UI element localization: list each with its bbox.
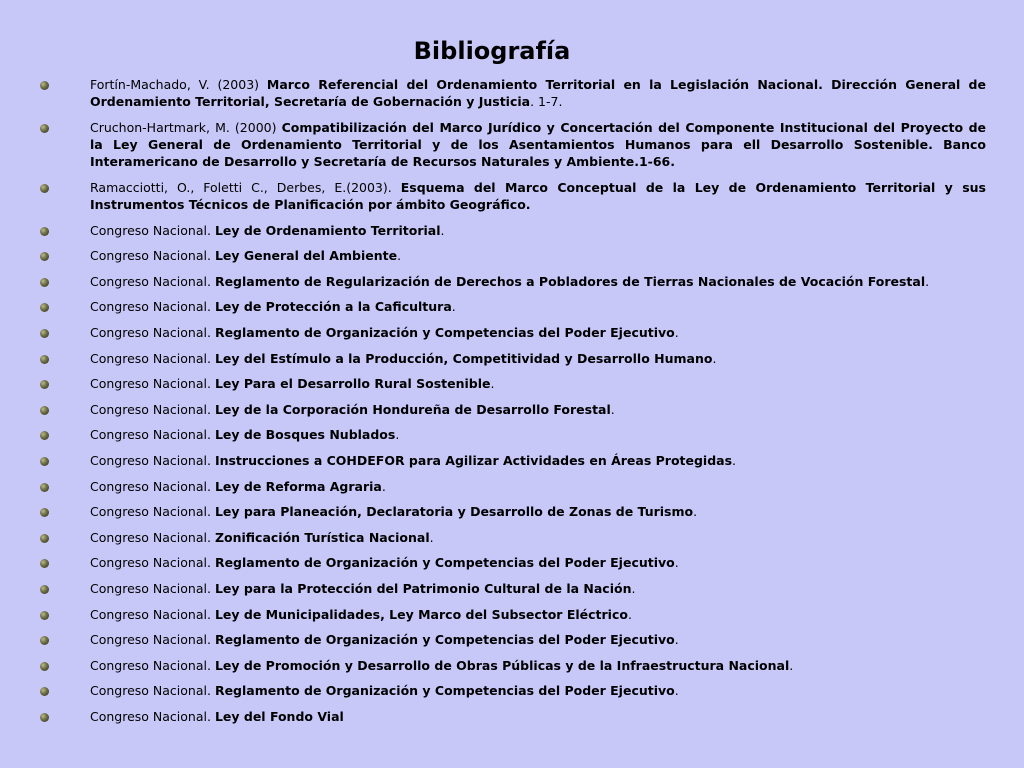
reference-title: Ley de Protección a la Caficultura bbox=[214, 299, 452, 315]
bullet-icon bbox=[40, 483, 49, 492]
reference-title: Marco Referencial del Ordenamiento Territorial en la Legislación Nacional. Dirección General de Ordenamiento Territorial, Secretaría de Gobernación y Justicia bbox=[90, 77, 986, 110]
reference-title: Reglamento de Organización y Competencias del Poder Ejecutivo bbox=[214, 555, 675, 571]
reference-item bbox=[38, 554, 986, 571]
reference-title: Ley de Promoción y Desarrollo de Obras Públicas y de la Infraestructura Nacional bbox=[214, 657, 790, 673]
reference-author: Congreso Nacional. bbox=[90, 376, 215, 392]
reference-author: Congreso Nacional. bbox=[90, 248, 215, 264]
reference-title: Ley General del Ambiente bbox=[214, 248, 398, 264]
reference-title: Reglamento de Organización y Competencias del Poder Ejecutivo bbox=[214, 324, 675, 340]
page-title: Bibliografía bbox=[413, 37, 571, 66]
reference-author: Congreso Nacional. bbox=[90, 529, 215, 545]
reference-author: Congreso Nacional. bbox=[90, 273, 215, 289]
bullet-icon bbox=[40, 303, 49, 312]
reference-title: Ley de Ordenamiento Territorial bbox=[214, 222, 441, 238]
reference-title: Reglamento de Organización y Competencias del Poder Ejecutivo bbox=[214, 632, 675, 648]
reference-author: Congreso Nacional. bbox=[90, 222, 215, 238]
reference-item bbox=[38, 503, 986, 520]
bullet-icon bbox=[40, 355, 49, 364]
reference-author: Congreso Nacional. bbox=[90, 657, 215, 673]
reference-suffix: . bbox=[490, 376, 495, 392]
reference-item bbox=[38, 350, 986, 367]
reference-item bbox=[38, 179, 986, 213]
bullet-icon bbox=[40, 713, 49, 722]
reference-item bbox=[38, 324, 986, 341]
reference-suffix: . bbox=[627, 606, 632, 622]
bullet-icon bbox=[40, 508, 49, 517]
bullet-icon bbox=[40, 124, 49, 133]
reference-item bbox=[38, 375, 986, 392]
reference-suffix: . bbox=[395, 427, 400, 443]
reference-suffix: . bbox=[674, 324, 679, 340]
bullet-icon bbox=[40, 662, 49, 671]
reference-item bbox=[38, 76, 986, 110]
reference-title: Ley de Municipalidades, Ley Marco del Subsector Eléctrico bbox=[214, 606, 628, 622]
reference-item bbox=[38, 222, 986, 239]
reference-item bbox=[38, 529, 986, 546]
bullet-icon bbox=[40, 457, 49, 466]
reference-author: Ramacciotti, O., Foletti C., Derbes, E.(2003). bbox=[90, 179, 401, 195]
bullet-icon bbox=[40, 278, 49, 287]
bullet-icon bbox=[40, 81, 49, 90]
reference-suffix: . bbox=[429, 529, 434, 545]
reference-author: Cruchon-Hartmark, M. (2000) bbox=[90, 119, 282, 135]
reference-author: Congreso Nacional. bbox=[90, 632, 215, 648]
bullet-icon bbox=[40, 585, 49, 594]
reference-author: Congreso Nacional. bbox=[90, 401, 215, 417]
reference-author: Congreso Nacional. bbox=[90, 708, 215, 724]
reference-author: Congreso Nacional. bbox=[90, 683, 215, 699]
reference-title: Ley del Estímulo a la Producción, Competitividad y Desarrollo Humano bbox=[214, 350, 713, 366]
bullet-icon bbox=[40, 611, 49, 620]
reference-item bbox=[38, 478, 986, 495]
reference-author: Congreso Nacional. bbox=[90, 299, 215, 315]
reference-title: Ley para la Protección del Patrimonio Cultural de la Nación bbox=[214, 580, 632, 596]
reference-suffix: . bbox=[631, 580, 636, 596]
bullet-icon bbox=[40, 184, 49, 193]
reference-author: Congreso Nacional. bbox=[90, 504, 215, 520]
reference-title: Ley Para el Desarrollo Rural Sostenible bbox=[214, 376, 491, 392]
reference-item bbox=[38, 247, 986, 264]
reference-suffix: . bbox=[732, 452, 737, 468]
reference-item bbox=[38, 401, 986, 418]
reference-item bbox=[38, 708, 986, 725]
reference-author: Congreso Nacional. bbox=[90, 606, 215, 622]
reference-author: Fortín-Machado, V. (2003) bbox=[90, 77, 267, 92]
reference-item bbox=[38, 657, 986, 674]
reference-item bbox=[38, 119, 986, 171]
reference-suffix: . bbox=[440, 222, 445, 238]
bullet-icon bbox=[40, 406, 49, 415]
reference-title: Reglamento de Regularización de Derechos a Pobladores de Tierras Nacionales de Vocación Forestal bbox=[214, 273, 926, 289]
reference-suffix: . bbox=[674, 555, 679, 571]
reference-item bbox=[38, 682, 986, 699]
reference-title: Esquema del Marco Conceptual de la Ley de Ordenamiento Territorial y sus Instrumentos Técnicos de Planificación por ámbito Geográfico. bbox=[90, 179, 986, 212]
reference-author: Congreso Nacional. bbox=[90, 427, 215, 443]
reference-suffix: . bbox=[693, 504, 698, 520]
reference-suffix: . bbox=[712, 350, 717, 366]
reference-title: Ley de Bosques Nublados bbox=[214, 427, 396, 443]
bullet-icon bbox=[40, 431, 49, 440]
reference-title: Reglamento de Organización y Competencias del Poder Ejecutivo bbox=[214, 683, 675, 699]
bullet-icon bbox=[40, 329, 49, 338]
reference-author: Congreso Nacional. bbox=[90, 478, 215, 494]
reference-suffix: . 1-7. bbox=[530, 94, 563, 110]
reference-suffix: . bbox=[381, 478, 386, 494]
bullet-icon bbox=[40, 687, 49, 696]
reference-suffix: . bbox=[674, 632, 679, 648]
reference-author: Congreso Nacional. bbox=[90, 580, 215, 596]
reference-title: Compatibilización del Marco Jurídico y Concertación del Componente Institucional del Proyecto de la Ley General de Ordenamiento Territorial y de los Asentamientos Humanos para ell Desarrollo Sostenible. Banco Interamericano de Desarrollo y Secretaría de Recursos Naturales y Ambiente.1-66. bbox=[90, 119, 986, 170]
bullet-icon bbox=[40, 636, 49, 645]
reference-item bbox=[38, 298, 986, 315]
reference-suffix: . bbox=[925, 273, 930, 289]
reference-title: Ley de Reforma Agraria bbox=[214, 478, 382, 494]
reference-suffix: . bbox=[397, 248, 402, 264]
reference-item bbox=[38, 426, 986, 443]
reference-title: Zonificación Turística Nacional bbox=[214, 529, 430, 545]
reference-title: Ley de la Corporación Hondureña de Desarrollo Forestal bbox=[214, 401, 611, 417]
bullet-icon bbox=[40, 380, 49, 389]
reference-suffix: . bbox=[674, 683, 679, 699]
reference-author: Congreso Nacional. bbox=[90, 324, 215, 340]
bibliography-list bbox=[38, 76, 986, 733]
reference-author: Congreso Nacional. bbox=[90, 555, 215, 571]
bullet-icon bbox=[40, 534, 49, 543]
reference-item bbox=[38, 580, 986, 597]
reference-item bbox=[38, 452, 986, 469]
reference-author: Congreso Nacional. bbox=[90, 452, 215, 468]
reference-title: Ley para Planeación, Declaratoria y Desarrollo de Zonas de Turismo bbox=[214, 504, 694, 520]
bullet-icon bbox=[40, 252, 49, 261]
reference-suffix: . bbox=[610, 401, 615, 417]
reference-suffix: . bbox=[789, 657, 794, 673]
reference-item bbox=[38, 606, 986, 623]
reference-suffix: . bbox=[451, 299, 456, 315]
reference-item bbox=[38, 631, 986, 648]
reference-title: Ley del Fondo Vial bbox=[214, 708, 344, 724]
bullet-icon bbox=[40, 227, 49, 236]
bullet-icon bbox=[40, 559, 49, 568]
reference-item bbox=[38, 273, 986, 290]
reference-author: Congreso Nacional. bbox=[90, 350, 215, 366]
reference-title: Instrucciones a COHDEFOR para Agilizar Actividades en Áreas Protegidas bbox=[214, 452, 733, 468]
